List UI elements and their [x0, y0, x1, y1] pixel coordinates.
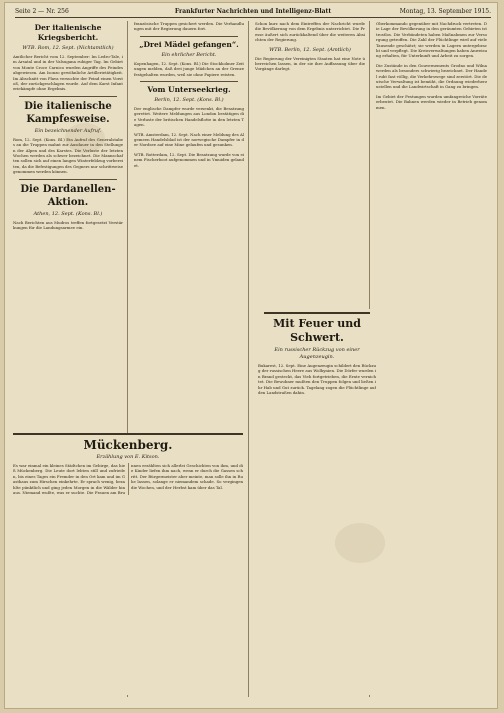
article-body: Oberkommando gegenüber mit Nachdruck vertreten. Die Lage der Bevölkerung in den geräumten Gebieten ist trostlos. Die Verbündeten haben Maßnahmen zur Versorgung getroffen. Die Zahl der Flüchtlinge wird auf viele Tausende geschätzt; sie werden in Lagern untergebracht und verpflegt. Die Kreisverwaltungen haben Anweisung erhalten, für Unterkunft und Arbeit zu sorgen.: [376, 21, 487, 59]
feuilleton-story: [13, 433, 243, 695]
article-heading-fire-and-sword: Mit Feuer und Schwert.: [273, 317, 361, 344]
subheading: Ein ehrlicher Bericht.: [161, 51, 217, 58]
article-heading-submarine-war: Vom Unterseekrieg.: [147, 85, 231, 95]
article-body: Nach Berichten aus Mudros treffen fortgesetzt Verstärkungen für die Landungsarmee ein.: [13, 219, 123, 231]
article-body: Der englische Dampfer wurde versenkt, die Besatzung gerettet. Weitere Meldungen aus London bestätigen die Verluste der britischen Handelsflotte in den letzten Tagen.: [134, 106, 244, 128]
article-heading-dardanelles: Die Dardanellen-Aktion.: [20, 183, 116, 208]
subheading: Ein bezeichnender Aufruf.: [34, 127, 102, 134]
article-heading-italian-tactics: Die italienische Kampfesweise.: [24, 100, 112, 125]
article-body: Rom, 12. Sept. (Kons. Bl.) Ein Aufruf des Generalstabes an die Truppen mahnt zur Ausdauer in den Stellungen der Alpen und des Karstes. Die Verluste der letzten Wochen werden als schwer bezeichnet. Die Mannschaften sollen sich auf einen langen Winterfeldzug vorbereiten, da die Befestigungen des Gegners nur schrittweise genommen werden können.: [13, 136, 123, 175]
divider: [264, 312, 370, 314]
article-body: Schon kurz nach dem Eintreffen der Nachricht wurde die Bevölkerung von dem Ergebnis unterrichtet. Die Presse äußert sich zurückhaltend über die weiteren Absichten der Regierung.: [255, 21, 365, 43]
subheading: Ein russischer Rückzug von einer Augenzeugin.: [274, 347, 360, 360]
story-body: Es war einmal ein kleines Städtchen im Gebirge, das hieß Mückenberg. Die Leute dort lebten still und zufrieden, bis eines Tages ein Fremder in den Ort kam und im Gasthaus zum Hirschen einkehrte. Er sprach wenig, bezahlte pünktlich und ging jeden Morgen in die Wälder hinaus. Niemand wußte, was er suchte. Die Frauen am Brunnen erzählten sich allerlei Geschichten von ihm, und die Kinder liefen ihm nach, wenn er durch die Gassen schritt. Der Bürgermeister aber meinte, man solle ihn in Ruhe lassen, solange er niemandem schade. So vergingen die Wochen, und der Herbst kam über das Tal.: [13, 463, 243, 496]
dateline: WTB. Rom, 12. Sept. (Nichtamtlich): [22, 45, 114, 51]
paper-stain: [335, 523, 385, 563]
story-title: Mückenberg.: [83, 438, 173, 452]
divider: [140, 36, 238, 37]
newspaper-page: [4, 2, 498, 709]
paper-stain: [65, 123, 105, 153]
folio-line: [15, 7, 491, 18]
dateline: Athen, 12. Sept. (Kons. Bl.): [33, 210, 103, 217]
article-body: Die Regierung der Vereinigten Staaten hat eine Note überreichen lassen, in der sie ihre Auffassung über die Vorgänge darlegt.: [255, 55, 365, 72]
article-body: Amtlicher Bericht vom 12. September: Im Ledro-Tale, im Arsatal und in der Valsugana ruhiger Tag. Im Gebiet von Monte Croce Carnico wurden Angriffe des Feindes abgewiesen. Am Isonzo gewöhnliche Artillerietätigkeit. Im Abschnitt von Plava versuchte der Feind einen Vorstoß, der zurückgeschlagen wurde. Auf dem Karst Infanteriekämpfe ohne Ergebnis.: [13, 54, 123, 92]
divider: [140, 81, 238, 82]
page-number: Seite 2 — Nr. 256: [15, 8, 69, 15]
article-body: Kopenhagen, 12. Sept. (Kons. Bl.) Die Stockholmer Zeitungen melden, daß drei junge Mädchen an der Grenze festgehalten wurden, weil sie ohne Papiere reisten.: [134, 60, 244, 77]
article-body: WTB. Rotterdam, 12. Sept. Die Besatzung wurde von einem Fischerboot aufgenommen und in Ymuiden gelandet.: [134, 151, 244, 168]
article-body: französische Truppen gesichert werden. Die Verhandlungen mit der Regierung dauern fort.: [134, 21, 244, 32]
article-heading-italian-report: Der italienische Kriegsbericht.: [34, 23, 102, 42]
story-author: Erzählung von E. Kitson.: [96, 454, 160, 460]
divider: [19, 179, 117, 180]
divider: [19, 96, 117, 97]
dateline: WTB. Berlin, 12. Sept. (Amtlich): [269, 46, 351, 53]
article-body: Bukarest, 12. Sept. Eine Augenzeugin schildert den Rückzug der russischen Heere aus Wolhynien. Die Dörfer wurden in Brand gesteckt, das Vieh fortgetrieben, die Ernte vernichtet. Die Bewohner mußten den Truppen folgen und ließen ihr Hab und Gut zurück. Tagelang zogen die Flüchtlinge auf den Landstraßen dahin.: [258, 363, 376, 396]
issue-date: Montag, 13. September 1915.: [399, 8, 491, 15]
article-body: WTB. Amsterdam, 12. Sept. Nach einer Meldung des Algemeen Handelsblad ist der norwegische Dampfer in der Nordsee auf eine Mine gelaufen und gesunken.: [134, 131, 244, 148]
dateline: Berlin, 12. Sept. (Kons. Bl.): [154, 97, 224, 104]
fire-and-sword-article: [258, 309, 376, 695]
article-body: Im Gebiet der Festungen wurden umfangreiche Vorräte erbeutet. Die Bahnen werden wieder in Betrieb genommen.: [376, 93, 487, 110]
column-4: [376, 21, 491, 697]
article-heading-three-girls: „Drei Mädel gefangen“.: [139, 39, 239, 49]
article-body: Die Zustände in den Gouvernements Grodno und Wilna werden als besonders schwierig bezeichnet. Der Handel ruht fast völlig, die Verkehrswege sind zerstört. Die deutsche Verwaltung ist bemüht, die Ordnung wiederherzustellen und die Landwirtschaft in Gang zu bringen.: [376, 62, 487, 90]
newspaper-title: Frankfurter Nachrichten und Intelligenz-Blatt: [174, 8, 332, 15]
